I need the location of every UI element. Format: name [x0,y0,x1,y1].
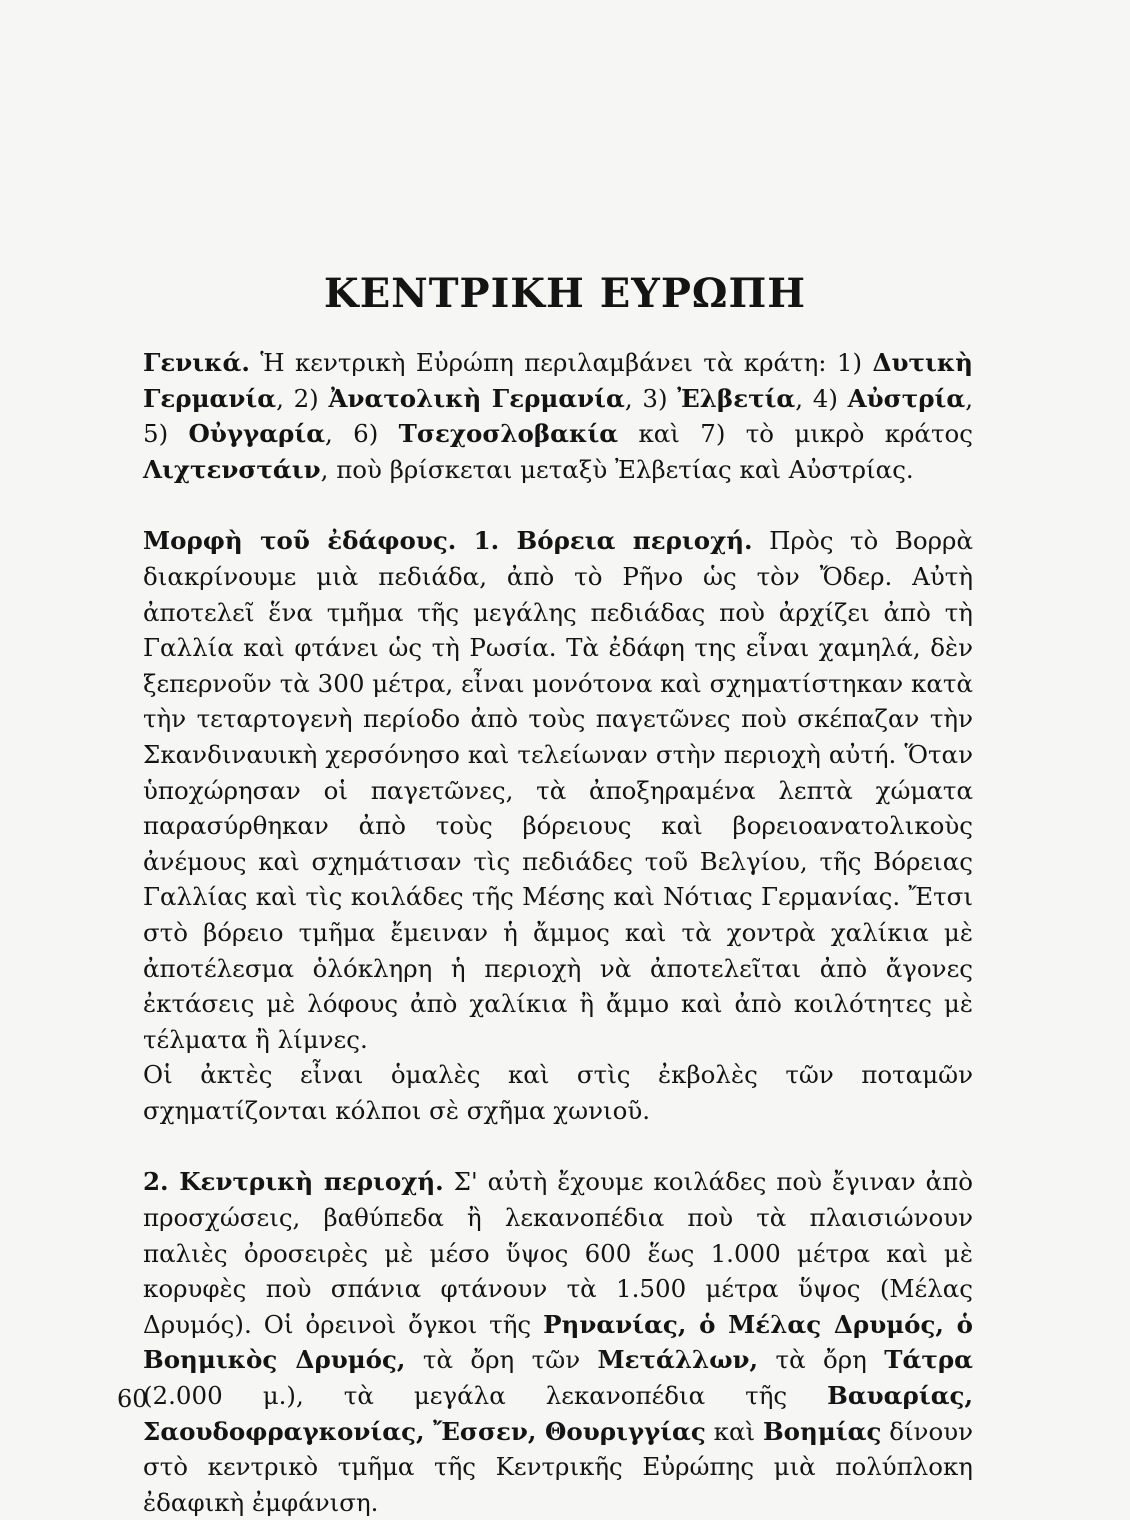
paragraph-central-region: 2. Κεντρικὴ περιοχή. Σ' αὐτὴ ἔχουμε κοιλάδες ποὺ ἔγιναν ἀπὸ προσχώσεις, βαθύπεδα ἢ λεκανοπέδια ποὺ τὰ πλαισιώνουν παλιὲς ὀροσειρὲς μὲ μέσο ὕψος 600 ἕως 1.000 μέτρα καὶ μὲ κορυφὲς ποὺ σπάνια φτάνουν τὰ 1.500 μέτρα ὕψος (Μέλας Δρυμός). Οἱ ὀρεινοὶ ὄγκοι τῆς Ρηνανίας, ὁ Μέλας Δρυμός, ὁ Βοημικὸς Δρυμός, τὰ ὄρη τῶν Μετάλλων, τὰ ὄρη Τάτρα (2.000 μ.), τὰ μεγάλα λεκανοπέδια τῆς Βαυαρίας, Σαουδοφραγκονίας, Ἔσσεν, Θουριγγίας καὶ Βοημίας δίνουν στὸ κεντρικὸ τμῆμα τῆς Κεντρικῆς Εὐρώπης μιὰ πολύπλοκη ἐδαφικὴ ἐμφάνιση. [143,1167,974,1517]
chapter-title: ΚΕΝΤΡΙΚΗ ΕΥΡΩΠΗ [323,270,807,317]
paragraph-general: Γενικά. Ἡ κεντρικὴ Εὐρώπη περιλαμβάνει τὰ κράτη: 1) Δυτικὴ Γερμανία, 2) Ἀνατολικὴ Γερμανία, 3) Ἐλβετία, 4) Αὐστρία, 5) Οὐγγαρία, 6) Τσεχοσλοβακία καὶ 7) τὸ μικρὸ κράτος Λιχτενστάιν, ποὺ βρίσκεται μεταξὺ Ἐλβετίας καὶ Αὐστρίας. [143,348,974,484]
section-heading-terrain: Μορφὴ τοῦ ἐδάφους. 1. Βόρεια περιοχή. [143,526,753,556]
body-text [119,345,973,1520]
paragraph-north-region: Μορφὴ τοῦ ἐδάφους. 1. Βόρεια περιοχή. Πρὸς τὸ Βορρὰ διακρίνουμε μιὰ πεδιάδα, ἀπὸ τὸ Ρῆνο ὡς τὸν Ὄδερ. Αὐτὴ ἀποτελεῖ ἕνα τμῆμα τῆς μεγάλης πεδιάδας ποὺ ἀρχίζει ἀπὸ τὴ Γαλλία καὶ φτάνει ὡς τὴ Ρωσία. Τὰ ἐδάφη της εἶναι χαμηλά, δὲν ξεπερνοῦν τὰ 300 μέτρα, εἶναι μονότονα καὶ σχηματίστηκαν κατὰ τὴν τεταρτογενὴ περίοδο ἀπὸ τοὺς παγετῶνες ποὺ σκέπαζαν τὴν Σκανδιναυικὴ χερσόνησο καὶ τελείωναν στὴν περιοχὴ αὐτή. Ὅταν ὑποχώρησαν οἱ παγετῶνες, τὰ ἀποξηραμένα λεπτὰ χώματα παρασύρθηκαν ἀπὸ τοὺς βόρειους καὶ βορειοανατολικοὺς ἀνέμους καὶ σχημάτισαν τὶς πεδιάδες τοῦ Βελγίου, τῆς Βόρειας Γαλλίας καὶ τὶς κοιλάδες τῆς Μέσης καὶ Νότιας Γερμανίας. Ἔτσι στὸ βόρειο τμῆμα ἔμειναν ἡ ἄμμος καὶ τὰ χοντρὰ χαλίκια μὲ ἀποτέλεσμα ὁλόκληρη ἡ περιοχὴ νὰ ἀποτελεῖται ἀπὸ ἄγονες ἐκτάσεις μὲ λόφους ἀπὸ χαλίκια ἢ ἄμμο καὶ ἀπὸ κοιλότητες μὲ τέλματα ἢ λίμνες. [143,526,974,1054]
page-number: 60 [117,1385,148,1413]
paragraph-coasts: Οἱ ἀκτὲς εἶναι ὁμαλὲς καὶ στὶς ἐκβολὲς τῶν ποταμῶν σχηματίζονται κόλποι σὲ σχῆμα χωνιοῦ. [143,1060,973,1125]
section-heading-general: Γενικά. [143,348,250,377]
section-heading-central: 2. Κεντρικὴ περιοχή. [143,1167,444,1197]
